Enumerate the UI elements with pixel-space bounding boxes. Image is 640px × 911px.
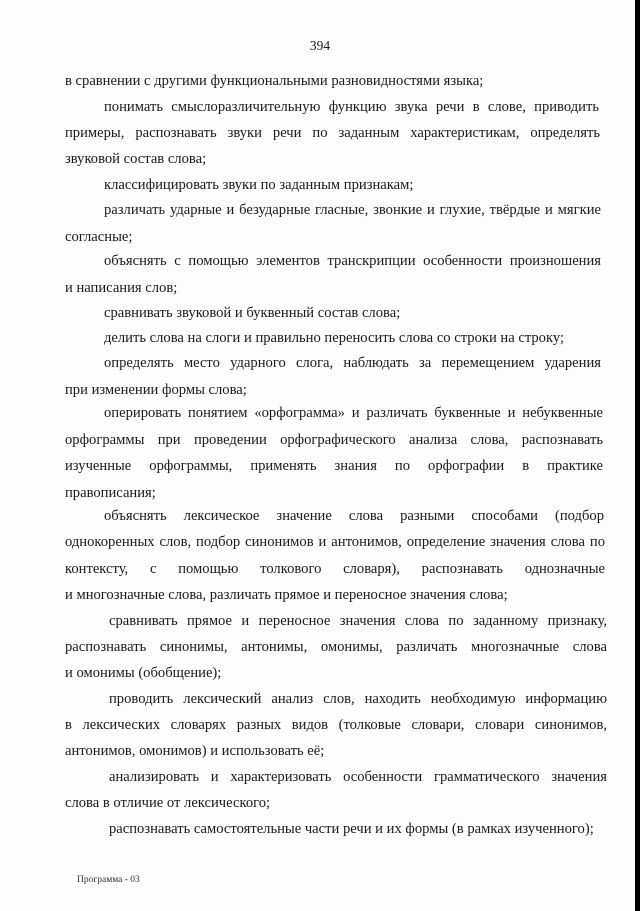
scan-edge [635,0,640,911]
text-line: понимать смыслоразличительную функцию звука речи в слове, приводить [104,99,599,115]
text-line: антонимов, омонимов) и использовать её; [65,743,325,759]
text-line: слова в отличие от лексического; [65,795,271,811]
text-line: и омонимы (обобщение); [65,665,222,681]
text-line: объяснять с помощью элементов транскрипции особенности произношения [104,253,601,269]
text-line: объяснять лексическое значение слова разными способами (подбор [104,508,604,524]
text-line: различать ударные и безударные гласные, звонкие и глухие, твёрдые и мягкие [104,202,601,218]
text-line: проводить лексический анализ слов, находить необходимую информацию [109,691,607,707]
text-line: согласные; [65,229,133,245]
text-line: контексту, с помощью толкового словаря), распознавать однозначные [65,561,605,577]
text-line: делить слова на слоги и правильно переносить слова со строки на строку; [104,330,565,346]
text-line: анализировать и характеризовать особенности грамматического значения [109,769,607,785]
text-line: оперировать понятием «орфограмма» и различать буквенные и небуквенные [104,405,603,421]
text-line: правописания; [65,485,156,501]
text-line: в сравнении с другими функциональными разновидностями языка; [65,73,484,89]
page-number: 394 [309,38,331,53]
text-line: и написания слов; [65,280,178,296]
text-line: в лексических словарях разных видов (толковые словари, словари синонимов, [65,717,607,733]
text-line: сравнивать прямое и переносное значения слова по заданному признаку, [109,613,607,629]
text-line: сравнивать звуковой и буквенный состав слова; [104,305,401,321]
text-line: однокоренных слов, подбор синонимов и антонимов, определение значения слова по [65,534,605,550]
text-line: орфограммы при проведении орфографического анализа слова, распознавать [65,432,603,448]
text-line: распознавать синонимы, антонимы, омонимы, различать многозначные слова [65,639,607,655]
text-line: определять место ударного слога, наблюдать за перемещением ударения [104,355,601,371]
text-line: при изменении формы слова; [65,382,247,398]
text-line: изученные орфограммы, применять знания по орфографии в практике [65,458,603,474]
text-line: и многозначные слова, различать прямое и переносное значения слова; [65,587,508,603]
text-line: классифицировать звуки по заданным признакам; [104,177,414,193]
footer-label: Программа - 03 [77,875,140,885]
text-line: звуковой состав слова; [65,151,207,167]
text-line: примеры, распознавать звуки речи по заданным характеристикам, определять [65,125,600,141]
text-line: распознавать самостоятельные части речи и их формы (в рамках изученного); [109,821,594,837]
